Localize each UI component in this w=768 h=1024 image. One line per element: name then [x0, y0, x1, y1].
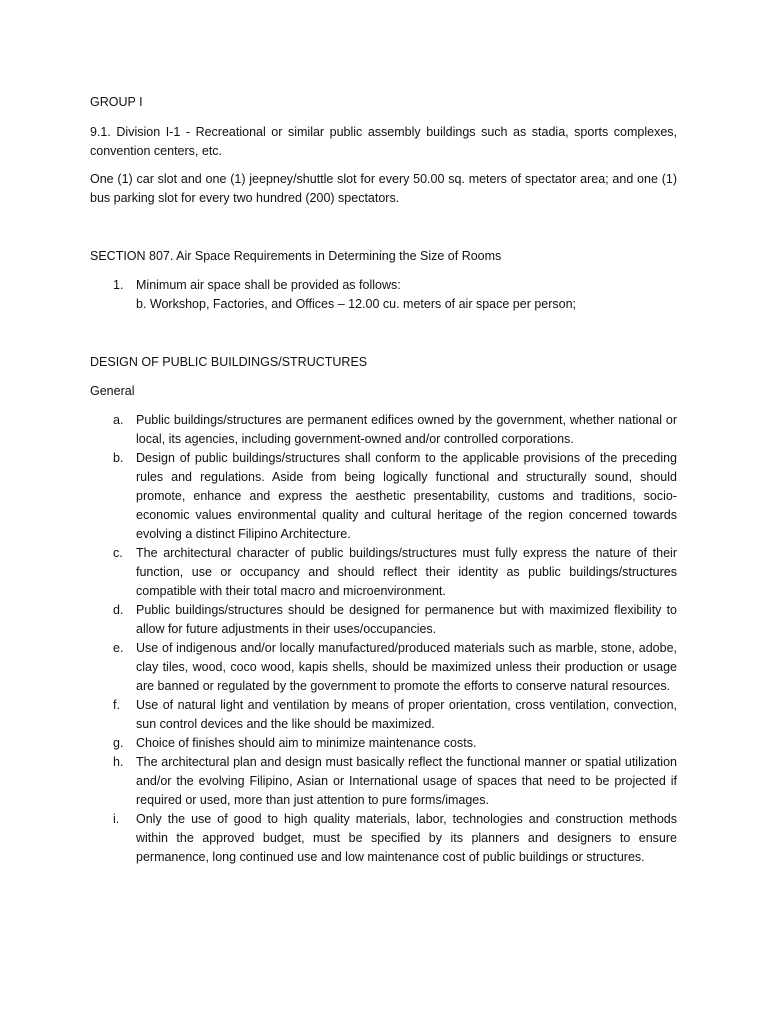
list-item: [90, 544, 677, 601]
list-item-text: Only the use of good to high quality materials, labor, technologies and construction methods within the approved budget, must be specified by its planners and designers to ensure permanence, long continued use and low maintenance cost of public buildings or structures.: [136, 812, 677, 864]
section-807-heading: SECTION 807. Air Space Requirements in Determining the Size of Rooms: [90, 249, 502, 263]
list-item: [90, 734, 677, 753]
general-subheading: General: [90, 384, 135, 398]
parking-paragraph: One (1) car slot and one (1) jeepney/shuttle slot for every 50.00 sq. meters of spectator area; and one (1) bus parking slot for every two hundred (200) spectators.: [90, 172, 677, 205]
group-heading: GROUP I: [90, 95, 143, 109]
list-marker: a.: [113, 413, 124, 427]
list-marker: e.: [113, 641, 124, 655]
list-item: [90, 449, 677, 544]
list-item-subtext: b. Workshop, Factories, and Offices – 12.00 cu. meters of air space per person;: [136, 297, 577, 311]
list-item: [90, 696, 677, 734]
design-list: [90, 411, 677, 867]
list-item-text: Choice of finishes should aim to minimize maintenance costs.: [136, 736, 477, 750]
list-item-text: Public buildings/structures are permanent edifices owned by the government, whether national or local, its agencies, including government-owned and/or controlled corporations.: [136, 413, 677, 446]
list-item: [90, 601, 677, 639]
list-item-text: Public buildings/structures should be designed for permanence but with maximized flexibility to allow for future adjustments in their uses/occupancies.: [136, 603, 677, 636]
list-item-text: Design of public buildings/structures shall conform to the applicable provisions of the preceding rules and regulations. Aside from being logically functional and structurally sound, should promote, enhance and express the aesthetic presentability, customs and traditions, socio-economic values environmental quality and cultural heritage of the region concerned towards evolving a distinct Filipino Architecture.: [136, 451, 677, 541]
division-paragraph: 9.1. Division I-1 - Recreational or similar public assembly buildings such as stadia, sports complexes, convention centers, etc.: [90, 125, 677, 158]
list-item-text: Use of natural light and ventilation by means of proper orientation, cross ventilation, convection, sun control devices and the like should be maximized.: [136, 698, 677, 731]
list-marker: c.: [113, 546, 123, 560]
list-item-text: Minimum air space shall be provided as follows:: [136, 278, 401, 292]
list-marker: i.: [113, 812, 120, 826]
design-heading: DESIGN OF PUBLIC BUILDINGS/STRUCTURES: [90, 355, 368, 369]
list-marker: 1.: [113, 278, 124, 292]
list-item-text: The architectural plan and design must basically reflect the functional manner or spatial utilization and/or the evolving Filipino, Asian or International usage of spaces that need to be projected if required or used, more than just attention to pure forms/images.: [136, 755, 677, 807]
list-item-text: Use of indigenous and/or locally manufactured/produced materials such as marble, stone, adobe, clay tiles, wood, coco wood, kapis shells, should be maximized unless their production or usage are banned or regulated by the government to promote the efforts to conserve natural resources.: [136, 641, 677, 693]
list-marker: d.: [113, 603, 124, 617]
list-item-text: The architectural character of public buildings/structures must fully express the nature of their function, use or occupancy and should reflect their identity as public buildings/structures compatible with their total macro and microenvironment.: [136, 546, 677, 598]
list-marker: h.: [113, 755, 124, 769]
list-marker: b.: [113, 451, 124, 465]
list-marker: f.: [113, 698, 120, 712]
list-item: [90, 639, 677, 696]
list-item: [90, 276, 677, 314]
list-item: [90, 753, 677, 810]
list-item: [90, 411, 677, 449]
list-marker: g.: [113, 736, 124, 750]
air-space-list: [90, 276, 677, 314]
list-item: [90, 810, 677, 867]
